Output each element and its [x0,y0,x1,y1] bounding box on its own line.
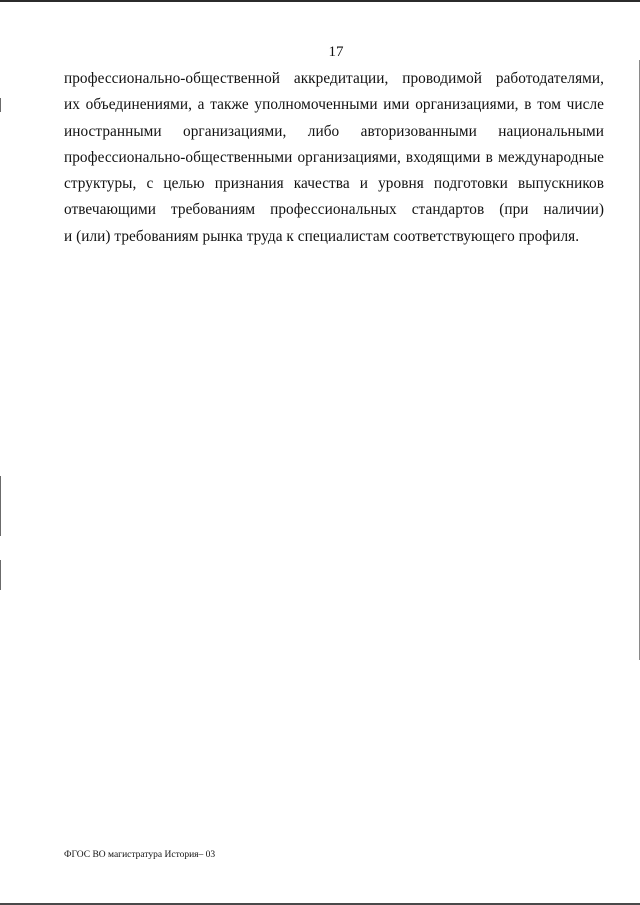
body-paragraph [64,66,604,250]
scan-margin-mark [0,560,1,590]
scan-margin-mark [0,476,1,536]
paragraph-line: иностранными организациями, либо авторизованными национальными [64,122,604,140]
paragraph-line: отвечающими требованиям профессиональных стандартов (при наличии) [64,201,604,219]
page-top-edge [0,0,640,2]
paragraph-line: их объединениями, а также уполномоченными ими организациями, в том числе [64,96,604,114]
page-footer: ФГОС ВО магистратура История– 03 [64,850,216,860]
paragraph-line: структуры, с целью признания качества и уровня подготовки выпускников [64,175,604,193]
paragraph-line: и (или) требованиям рынка труда к специалистам соответствующего профиля. [64,227,580,245]
page-number: 17 [328,44,344,60]
paragraph-line: профессионально-общественной аккредитации, проводимой работодателями, [64,70,604,87]
scan-margin-mark [0,98,1,112]
paragraph-line: профессионально-общественными организациями, входящими в международные [64,148,604,166]
